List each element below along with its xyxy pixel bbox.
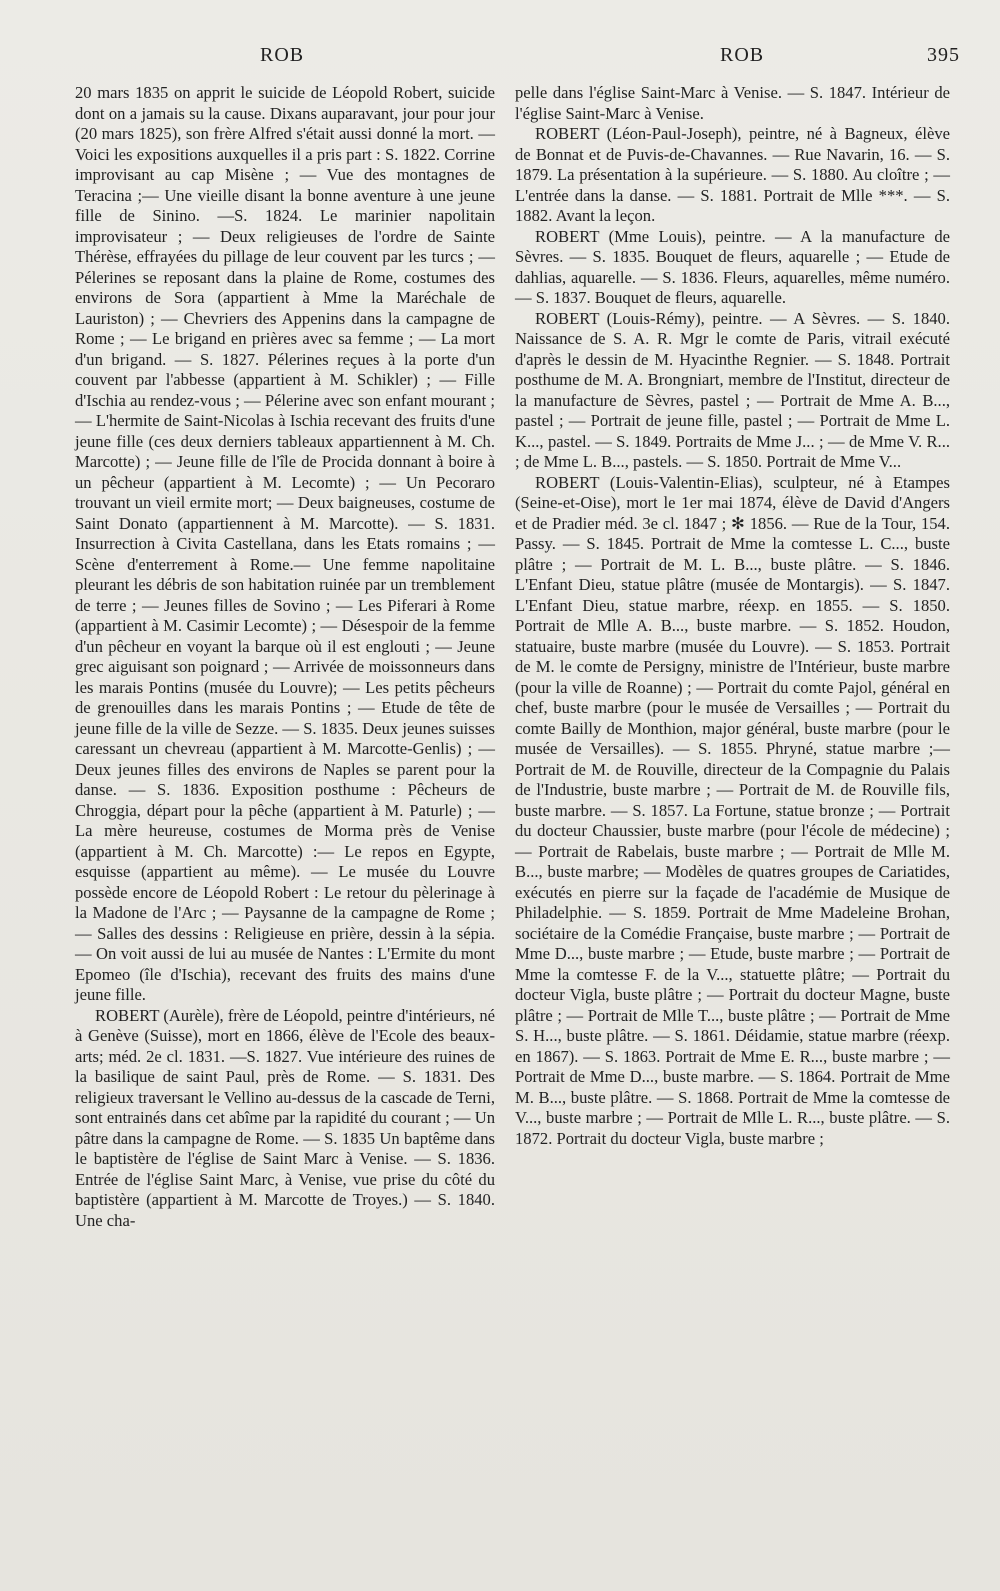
running-head-left: ROB	[260, 44, 305, 66]
left-paragraph: 20 mars 1835 on apprit le suicide de Léopold Robert, suicide dont on a jamais su la cause. Dixans auparavant, jour pour jour (20 mars 1825), son frère Alfred s'était aussi donné la mort. — Voici les expositions auxquelles il a pris part : S. 1822. Corrine improvisant au cap Misène ; — Vue des montagnes de Teracina ;— Une vieille disant la bonne aventure à une jeune fille de Sinino. —S. 1824. Le marinier napolitain improvisateur ; — Deux religieuses de l'ordre de Sainte Thérèse, effrayées du pillage de leur couvent par les turcs ; — Pélerines se reposant dans la plaine de Rome, costumes des environs de Sora (appartient à Mme la Maréchale de Lauriston) ; — Chevriers des Appenins dans la campagne de Rome ; — Le brigand en prières avec sa femme ; — La mort d'un brigand. — S. 1827. Pélerines reçues à la porte d'un couvent par l'abbesse (appartient à M. Schikler) ; — Fille d'Ischia au rendez-vous ; — Pélerine avec son enfant mourant ; — L'hermite de Saint-Nicolas à Ischia recevant des fruits d'une jeune fille (ces deux derniers tableaux appartiennent à M. Ch. Marcotte) ; — Jeune fille de l'île de Procida donnant à boire à un pêcheur (appartient à M. Lecomte) ; — Un Pecoraro trouvant un vieil ermite mort; — Deux baigneuses, costume de Saint Donato (appartiennent à M. Marcotte). — S. 1831. Insurrection à Civita Castellana, dans les Etats romains ; — Scène d'enterrement à Rome.— Une femme napolitaine pleurant les débris de son habitation ruinée par un tremblement de terre ; — Jeunes filles de Sovino ; — Les Piferari à Rome (appartient à M. Casimir Lecomte) ; — Désespoir de la femme d'un pêcheur en voyant la barque où il est englouti ; — Jeune grec aiguisant son poignard ; — Arrivée de moissonneurs dans les marais Pontins (musée du Louvre); — Les petits pêcheurs de grenouilles dans les marais Pontins ; — Etude de tête de jeune fille de la ville de Sezze. — S. 1835. Deux jeunes suisses caressant un chevreau (appartient à M. Marcotte-Genlis) ; — Deux jeunes filles des environs de Naples se parent pour la danse. — S. 1836. Exposition posthume : Pêcheurs de Chroggia, départ pour la pêche (appartient à M. Paturle) ; — La mère heureuse, costumes de Morma près de Venise (appartient à M. Ch. Marcotte) :— Le repos en Egypte, esquisse (appartient au même). — Le musée du Louvre possède encore de Léopold Robert : Le retour du pèlerinage à la Madone de l'Arc ; — Paysanne de la campagne de Rome ; — Salles des dessins : Religieuse en prière, dessin à la sépia. — On voit aussi de lui au musée de Nantes : L'Ermite du mont Epomeo (île d'Ischia), recevant des fruits des mains d'une jeune fille.	[75, 83, 495, 1004]
page-header	[75, 44, 960, 74]
page-number: 395	[927, 44, 960, 66]
right-entry: ROBERT (Mme Louis), peintre. — A la manufacture de Sèvres. — S. 1835. Bouquet de fleurs, aquarelle ; — Etude de dahlias, aquarelle. — S. 1836. Fleurs, aquarelles, même numéro. — S. 1837. Bouquet de fleurs, aquarelle.	[515, 226, 950, 307]
right-column	[515, 83, 950, 1149]
left-column	[75, 83, 495, 1231]
running-head-right: ROB	[720, 44, 765, 66]
column-divider	[505, 80, 506, 1560]
right-entry: ROBERT (Louis-Valentin-Elias), sculpteur, né à Etampes (Seine-et-Oise), mort le 1er mai 1874, élève de David d'Angers et de Pradier méd. 3e cl. 1847 ; ✻ 1856. — Rue de la Tour, 154. Passy. — S. 1845. Portrait de Mme la comtesse L. C..., buste plâtre ; — Portrait de M. L. B..., buste plâtre. — S. 1846. L'Enfant Dieu, statue plâtre (musée de Montargis). — S. 1847. L'Enfant Dieu, statue marbre, réexp. en 1855. — S. 1850. Portrait de Mlle A. B..., buste marbre. — S. 1852. Houdon, statuaire, buste marbre (musée du Louvre). — S. 1853. Portrait de M. le comte de Persigny, ministre de l'Intérieur, buste marbre (pour la ville de Roanne) ; — Portrait du comte Pajol, général en chef, buste marbre (pour le musée de Versailles ; — Portrait du comte Bailly de Monthion, major général, buste marbre (pour le musée de Versailles). — S. 1855. Phryné, statue marbre ;— Portrait de M. de Rouville, directeur de la Compagnie du Palais de l'Industrie, buste marbre ; — Portrait de M. de Rouville fils, buste marbre. — S. 1857. La Fortune, statue bronze ; — Portrait du docteur Chaussier, buste marbre (pour l'école de médecine) ; — Portrait de Rabelais, buste marbre ; — Portrait de Mlle M. B..., buste marbre; — Modèles de quatres groupes de Cariatides, exécutés en pierre sur la façade de l'académie de Musique de Philadelphie. — S. 1859. Portrait de Mme Madeleine Brohan, sociétaire de la Comédie Française, buste marbre ; — Portrait de Mme D..., buste marbre ; — Etude, buste marbre ; — Portrait de Mme la comtesse F. de la V..., statuette plâtre; — Portrait du docteur Vigla, buste plâtre ; — Portrait du docteur Magne, buste plâtre ; — Portrait de Mlle T..., buste plâtre ; — Portrait de Mme S. H..., buste plâtre. — S. 1861. Déidamie, statue marbre (réexp. en 1867). — S. 1863. Portrait de Mme E. R..., buste marbre ; — Portrait de Mme D..., buste marbre. — S. 1864. Portrait de Mme M. B..., buste plâtre. — S. 1868. Portrait de Mme la comtesse de V..., buste marbre ; — Portrait de Mlle L. R..., buste plâtre. — S. 1872. Portrait du docteur Vigla, buste marbre ;	[515, 472, 950, 1148]
right-entry: ROBERT (Louis-Rémy), peintre. — A Sèvres. — S. 1840. Naissance de S. A. R. Mgr le comte de Paris, vitrail exécuté d'après le dessin de M. Hyacinthe Regnier. — S. 1848. Portrait posthume de M. A. Brongniart, membre de l'Institut, directeur de la manufacture de Sèvres, pastel ; — Portrait de Mme A. B..., pastel ; — Portrait de jeune fille, pastel ; — Portrait de Mme L. K..., pastel. — S. 1849. Portraits de Mme J... ; — de Mme V. R... ; de Mme L. B..., pastels. — S. 1850. Portrait de Mme V...	[515, 308, 950, 471]
right-paragraph: pelle dans l'église Saint-Marc à Venise. — S. 1847. Intérieur de l'église Saint-Marc à Venise.	[515, 83, 950, 123]
left-entry: ROBERT (Aurèle), frère de Léopold, peintre d'intérieurs, né à Genève (Suisse), mort en 1866, élève de l'Ecole des beaux-arts; méd. 2e cl. 1831. —S. 1827. Vue intérieure des ruines de la basilique de saint Paul, près de Rome. — S. 1831. Des religieux traversant le Vellino au-dessus de la cascade de Terni, sont entrainés dans cet abîme par la rapidité du courant ; — Un pâtre dans la campagne de Rome. — S. 1835 Un baptême dans le baptistère de l'église de Saint Marc à Venise. — S. 1836. Entrée de l'église Saint Marc, à Venise, vue prise du côté du baptistère (appartient à M. Marcotte de Troyes.) — S. 1840. Une cha-	[75, 1005, 495, 1230]
right-entry: ROBERT (Léon-Paul-Joseph), peintre, né à Bagneux, élève de Bonnat et de Puvis-de-Chavannes. — Rue Navarin, 16. — S. 1879. La présentation à la supérieure. — S. 1880. Au cloître ; — L'entrée dans la danse. — S. 1881. Portrait de Mlle ***. — S. 1882. Avant la leçon.	[515, 124, 950, 225]
